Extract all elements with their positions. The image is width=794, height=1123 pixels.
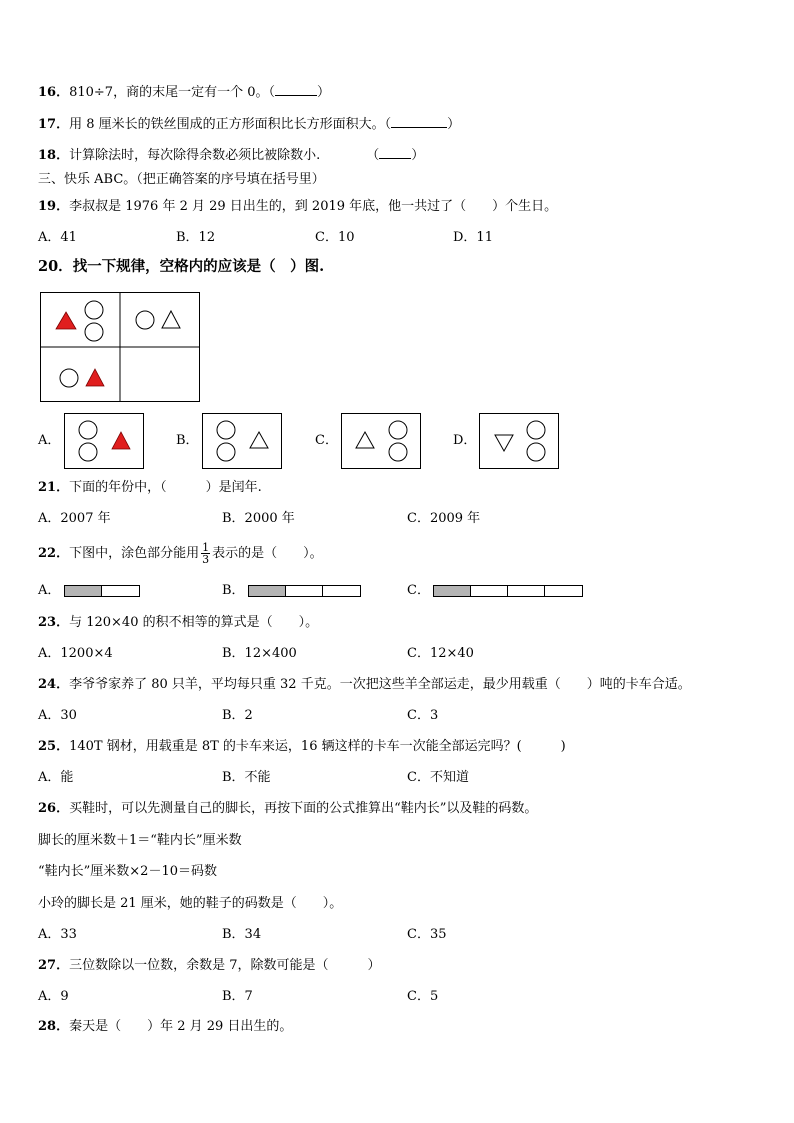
question-17: 17．用 8 厘米长的铁丝围成的正方形面积比长方形面积大。（ ） — [38, 117, 461, 132]
inverted-triangle-icon — [495, 435, 513, 451]
q20-option-a-figure[interactable] — [64, 413, 146, 471]
q20-option-b-label[interactable]: B． — [176, 433, 199, 448]
q22-option-c-label[interactable]: C． — [407, 583, 430, 598]
q24-option-b[interactable]: B．2 — [222, 708, 253, 723]
q21-option-c[interactable]: C．2009 年 — [407, 511, 481, 526]
bar-segment — [323, 586, 360, 596]
circle-icon — [79, 443, 97, 461]
q26-option-a[interactable]: A．33 — [38, 927, 77, 942]
q22-option-a-label[interactable]: A． — [38, 583, 61, 598]
q19-option-b[interactable]: B．12 — [176, 230, 216, 245]
q20-option-d-figure[interactable] — [479, 413, 561, 471]
option-frame — [203, 414, 282, 469]
q20-option-c-label[interactable]: C． — [315, 433, 338, 448]
red-triangle-icon — [112, 432, 130, 449]
fraction-one-third: $\frac{1}{3}$ — [202, 541, 210, 566]
q27-option-a[interactable]: A．9 — [38, 989, 69, 1004]
q22-option-b-label[interactable]: B． — [222, 583, 245, 598]
question-28: 28．秦天是（ ）年 2 月 29 日出生的。 — [38, 1019, 293, 1034]
circle-icon — [136, 311, 154, 329]
circle-icon — [389, 421, 407, 439]
q23-option-c[interactable]: C．12×40 — [407, 646, 474, 661]
formula-2: “鞋内长”厘米数×2－10＝码数 — [38, 864, 217, 879]
q20-option-c-figure[interactable] — [341, 413, 423, 471]
bar-segment — [545, 586, 582, 596]
q27-option-c[interactable]: C．5 — [407, 989, 439, 1004]
circle-icon — [60, 369, 78, 387]
bar-shaded-segment — [249, 586, 286, 596]
option-frame — [65, 414, 144, 469]
question-19: 19．李叔叔是 1976 年 2 月 29 日出生的，到 2019 年底，他一共过了（ ）个生日。 — [38, 199, 558, 214]
circle-icon — [85, 301, 103, 319]
circle-icon — [217, 443, 235, 461]
question-20: 20．找一下规律，空格内的应该是（ ）图. — [38, 258, 325, 275]
bar-segment — [508, 586, 545, 596]
bar-shaded-segment — [434, 586, 471, 596]
q19-option-d[interactable]: D．11 — [453, 230, 493, 245]
triangle-icon — [250, 432, 268, 448]
question-27: 27．三位数除以一位数，余数是 7，除数可能是（ ） — [38, 958, 381, 973]
q21-option-b[interactable]: B．2000 年 — [222, 511, 295, 526]
q27-option-b[interactable]: B．7 — [222, 989, 253, 1004]
q20-option-b-figure[interactable] — [202, 413, 284, 471]
q23-option-b[interactable]: B．12×400 — [222, 646, 297, 661]
q20-option-a-label[interactable]: A． — [38, 433, 61, 448]
question-22: 22．下图中，涂色部分能用 $\frac{1}{3}$ 表示的是（ ）。 — [38, 541, 323, 566]
bar-segment — [286, 586, 323, 596]
circle-icon — [79, 421, 97, 439]
bar-segment — [102, 586, 139, 596]
pattern-grid — [40, 292, 202, 404]
option-frame — [480, 414, 559, 469]
circle-icon — [527, 421, 545, 439]
question-24: 24．李爷爷家养了 80 只羊，平均每只重 32 千克。一次把这些羊全部运走，最少用载重（ ）吨的卡车合适。 — [38, 677, 691, 692]
question-26-prompt: 小玲的脚长是 21 厘米，她的鞋子的码数是（ ）。 — [38, 896, 343, 911]
q22-option-c-bar[interactable] — [433, 585, 583, 597]
circle-icon — [85, 323, 103, 341]
q23-option-a[interactable]: A．1200×4 — [38, 646, 113, 661]
q25-option-c[interactable]: C．不知道 — [407, 770, 469, 785]
answer-blank-16[interactable] — [275, 83, 317, 96]
q21-option-a[interactable]: A．2007 年 — [38, 511, 111, 526]
q25-option-a[interactable]: A．能 — [38, 770, 74, 785]
question-25: 25．140T 钢材，用载重是 8T 的卡车来运，16 辆这样的卡车一次能全部运完吗？( ) — [38, 739, 566, 754]
q24-option-a[interactable]: A．30 — [38, 708, 77, 723]
q19-option-a[interactable]: A．41 — [38, 230, 77, 245]
red-triangle-icon — [86, 369, 104, 386]
bar-segment — [471, 586, 508, 596]
bar-shaded-segment — [65, 586, 102, 596]
q24-option-c[interactable]: C．3 — [407, 708, 439, 723]
q19-option-c[interactable]: C．10 — [315, 230, 355, 245]
answer-blank-17[interactable] — [391, 115, 447, 128]
triangle-icon — [162, 311, 180, 328]
q25-option-b[interactable]: B．不能 — [222, 770, 271, 785]
q20-option-d-label[interactable]: D． — [453, 433, 477, 448]
q22-option-b-bar[interactable] — [248, 585, 361, 597]
question-26: 26．买鞋时，可以先测量自己的脚长，再按下面的公式推算出“鞋内长”以及鞋的码数。 — [38, 801, 538, 816]
answer-blank-18[interactable] — [379, 146, 411, 159]
question-21: 21．下面的年份中，（ ）是闰年. — [38, 480, 262, 495]
q26-option-b[interactable]: B．34 — [222, 927, 262, 942]
section-heading: 三、快乐 ABC。（把正确答案的序号填在括号里） — [38, 172, 325, 187]
question-18: 18．计算除法时，每次除得余数必须比被除数小. （ ） — [38, 148, 425, 163]
question-16: 16．810÷7，商的末尾一定有一个 0。（ ） — [38, 85, 331, 100]
question-23: 23．与 120×40 的积不相等的算式是（ ）。 — [38, 615, 319, 630]
option-frame — [342, 414, 421, 469]
red-triangle-icon — [56, 312, 76, 329]
circle-icon — [389, 443, 407, 461]
formula-1: 脚长的厘米数＋1＝“鞋内长”厘米数 — [38, 833, 242, 848]
circle-icon — [217, 421, 235, 439]
q26-option-c[interactable]: C．35 — [407, 927, 447, 942]
circle-icon — [527, 443, 545, 461]
triangle-icon — [356, 432, 374, 448]
q22-option-a-bar[interactable] — [64, 585, 140, 597]
